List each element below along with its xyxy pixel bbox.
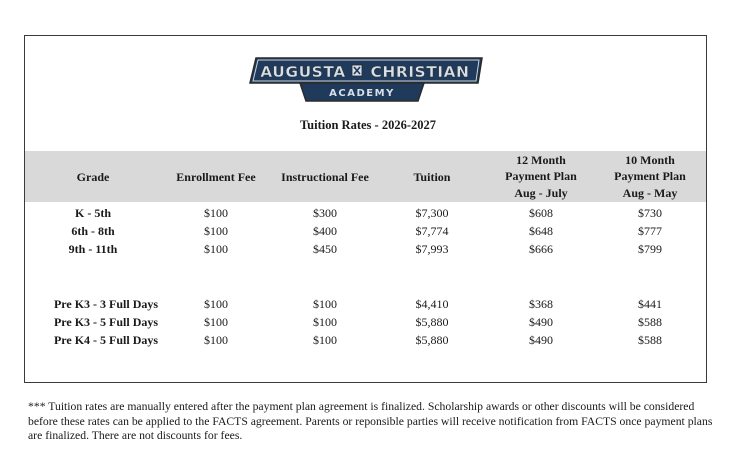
cell-tuition: $4,410: [415, 297, 449, 311]
cell-10-month-plan: $799: [638, 242, 662, 256]
cell-instructional-fee: $100: [313, 315, 337, 329]
cell-10-month-plan: $730: [638, 206, 662, 220]
cell-12-month-plan: $648: [529, 224, 553, 238]
cell-tuition: $7,300: [415, 206, 449, 220]
header-10-month-line1: 10 Month: [625, 153, 675, 167]
header-12-month-line1: 12 Month: [516, 153, 566, 167]
cell-enrollment-fee: $100: [204, 242, 228, 256]
cell-tuition: $5,880: [415, 315, 449, 329]
cell-grade: K - 5th: [75, 206, 111, 220]
cell-grade: Pre K3 - 3 Full Days: [53, 297, 159, 311]
logo-text-academy: ACADEMY: [329, 88, 395, 99]
cell-enrollment-fee: $100: [204, 224, 228, 238]
logo-text-christian: CHRISTIAN: [370, 63, 470, 81]
school-logo: [248, 57, 484, 103]
cell-instructional-fee: $400: [313, 224, 337, 238]
header-instructional-fee: Instructional Fee: [281, 170, 369, 184]
header-tuition: Tuition: [413, 170, 451, 184]
header-10-month-line2: Payment Plan: [614, 169, 686, 183]
cell-tuition: $7,993: [415, 242, 449, 256]
cell-instructional-fee: $450: [313, 242, 337, 256]
cell-12-month-plan: $490: [529, 315, 553, 329]
logo-text-augusta: AUGUSTA: [260, 63, 346, 81]
cell-10-month-plan: $777: [638, 224, 662, 238]
header-12-month-line2: Payment Plan: [505, 169, 577, 183]
cell-instructional-fee: $300: [313, 206, 337, 220]
cell-grade: 6th - 8th: [71, 224, 115, 238]
footnote: *** Tuition rates are manually entered after the payment plan agreement is finalized. Scholarship awards or other discounts will be considered before these rates can be applied to the FACTS agreement. Parents or reponsible parties will receive notification from FACTS once payment plans are finalized. There are not discounts for fees.: [28, 400, 713, 442]
cell-tuition: $7,774: [415, 224, 449, 238]
cell-12-month-plan: $490: [529, 333, 553, 347]
header-10-month-line3: Aug - May: [622, 186, 678, 200]
header-12-month-line3: Aug - July: [514, 186, 568, 200]
cell-instructional-fee: $100: [313, 333, 337, 347]
cell-12-month-plan: $608: [529, 206, 553, 220]
cell-10-month-plan: $588: [638, 333, 662, 347]
cell-enrollment-fee: $100: [204, 297, 228, 311]
cell-enrollment-fee: $100: [204, 315, 228, 329]
cell-12-month-plan: $368: [529, 297, 553, 311]
cell-10-month-plan: $441: [638, 297, 662, 311]
cell-tuition: $5,880: [415, 333, 449, 347]
cell-enrollment-fee: $100: [204, 206, 228, 220]
cell-instructional-fee: $100: [313, 297, 337, 311]
header-grade: Grade: [76, 170, 110, 184]
cell-grade: Pre K4 - 5 Full Days: [53, 333, 159, 347]
cell-10-month-plan: $588: [638, 315, 662, 329]
cell-grade: Pre K3 - 5 Full Days: [53, 315, 159, 329]
header-enrollment-fee: Enrollment Fee: [176, 170, 256, 184]
cell-12-month-plan: $666: [529, 242, 553, 256]
cell-grade: 9th - 11th: [68, 242, 118, 256]
page-subtitle: Tuition Rates - 2026-2027: [299, 118, 436, 132]
cell-enrollment-fee: $100: [204, 333, 228, 347]
